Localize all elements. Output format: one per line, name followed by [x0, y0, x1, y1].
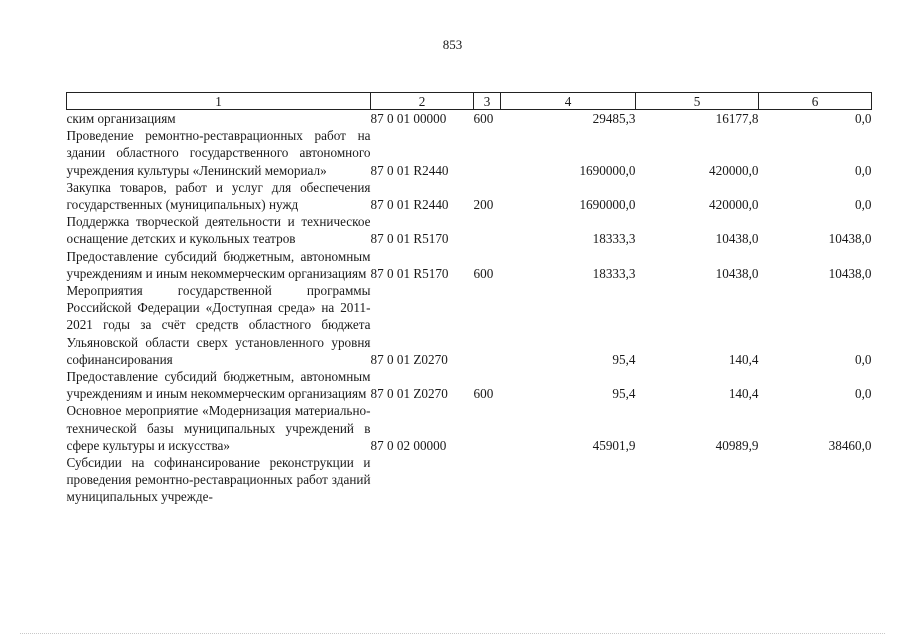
row-value-5: 140,4 — [728, 386, 759, 402]
row-value-6: 0,0 — [855, 351, 872, 367]
row-value-4: 18333,3 — [592, 231, 636, 247]
row-name: Предоставление субсидий бюджетным, автономным учреждениям и иным некоммерческим организациям — [66, 369, 371, 402]
row-value-4: 95,4 — [612, 351, 636, 367]
row-value-5: 10438,0 — [715, 265, 759, 281]
row-name: ским организациям — [66, 111, 176, 126]
table-row — [67, 282, 872, 368]
row-value-6: 0,0 — [855, 197, 872, 213]
row-value-4: 29485,3 — [592, 111, 636, 126]
row-value-6: 10438,0 — [828, 265, 872, 281]
row-value-6 — [759, 454, 872, 506]
table-row — [67, 248, 872, 282]
column-header: 4 — [501, 93, 636, 110]
row-name: Мероприятия государственной программы Российской Федерации «Доступная среда» на 2011-2021 годы за счёт средств областного бюджета Ульяновской области сверх установленного уровня софинансирования — [66, 283, 371, 367]
row-value-6: 0,0 — [855, 111, 872, 126]
row-value-5: 420000,0 — [709, 162, 759, 178]
row-value-4: 1690000,0 — [579, 162, 636, 178]
row-value-6: 38460,0 — [828, 437, 872, 453]
row-value-4: 95,4 — [612, 386, 636, 402]
row-value-6: 0,0 — [855, 386, 872, 402]
table-row — [67, 213, 872, 247]
table-header-row — [67, 93, 872, 110]
column-header: 3 — [474, 93, 501, 110]
row-value-5: 16177,8 — [715, 111, 759, 126]
row-value-6: 0,0 — [855, 162, 872, 178]
table-row — [67, 179, 872, 213]
column-header: 6 — [759, 93, 872, 110]
row-value-4: 1690000,0 — [579, 197, 636, 213]
table-row — [67, 402, 872, 454]
table-row — [67, 127, 872, 179]
row-value-4 — [501, 454, 636, 506]
row-type: 600 — [473, 111, 494, 126]
row-value-6: 10438,0 — [828, 231, 872, 247]
row-code: 87 0 01 R5170 — [370, 231, 449, 247]
row-value-5: 420000,0 — [709, 197, 759, 213]
column-header: 5 — [636, 93, 759, 110]
budget-table — [66, 92, 872, 506]
table-row — [67, 110, 872, 128]
column-header: 1 — [67, 93, 371, 110]
row-value-5 — [636, 454, 759, 506]
row-value-4: 45901,9 — [592, 437, 636, 453]
row-type — [474, 454, 501, 506]
row-code: 87 0 01 Z0270 — [370, 386, 448, 402]
row-type — [474, 402, 501, 454]
row-type — [474, 282, 501, 368]
row-name: Субсидии на софинансирование реконструкции и проведения ремонтно-реставрационных работ зданий муниципальных учрежде- — [66, 455, 371, 505]
row-type: 200 — [473, 197, 494, 213]
row-value-4: 18333,3 — [592, 265, 636, 281]
row-name: Проведение ремонтно-реставрационных работ на здании областного государственного автономного учреждения культуры «Ленинский мемориал» — [66, 128, 371, 178]
table-row — [67, 454, 872, 506]
row-type: 600 — [473, 265, 494, 281]
row-code: 87 0 01 00000 — [370, 111, 447, 126]
row-value-5: 140,4 — [728, 351, 759, 367]
row-code: 87 0 02 00000 — [370, 437, 447, 453]
row-name: Закупка товаров, работ и услуг для обеспечения государственных (муниципальных) нужд — [66, 179, 371, 213]
row-type — [474, 127, 501, 179]
page-number: 853 — [442, 37, 463, 52]
row-type: 600 — [473, 386, 494, 402]
row-name: Предоставление субсидий бюджетным, автономным учреждениям и иным некоммерческим организациям — [66, 248, 371, 281]
row-code: 87 0 01 Z0270 — [370, 351, 448, 367]
row-value-5: 10438,0 — [715, 231, 759, 247]
row-code: 87 0 01 R2440 — [370, 162, 449, 178]
row-name: Основное мероприятие «Модернизация материально-технической базы муниципальных учреждений в сфере культуры и искусства» — [66, 403, 371, 453]
row-code: 87 0 01 R5170 — [370, 265, 449, 281]
scan-edge-divider — [20, 633, 885, 634]
row-value-5: 40989,9 — [715, 437, 759, 453]
column-header: 2 — [371, 93, 474, 110]
row-type — [474, 213, 501, 247]
table-row — [67, 368, 872, 402]
row-code — [371, 454, 474, 506]
row-name: Поддержка творческой деятельности и техническое оснащение детских и кукольных театров — [66, 214, 371, 247]
row-code: 87 0 01 R2440 — [370, 197, 449, 213]
